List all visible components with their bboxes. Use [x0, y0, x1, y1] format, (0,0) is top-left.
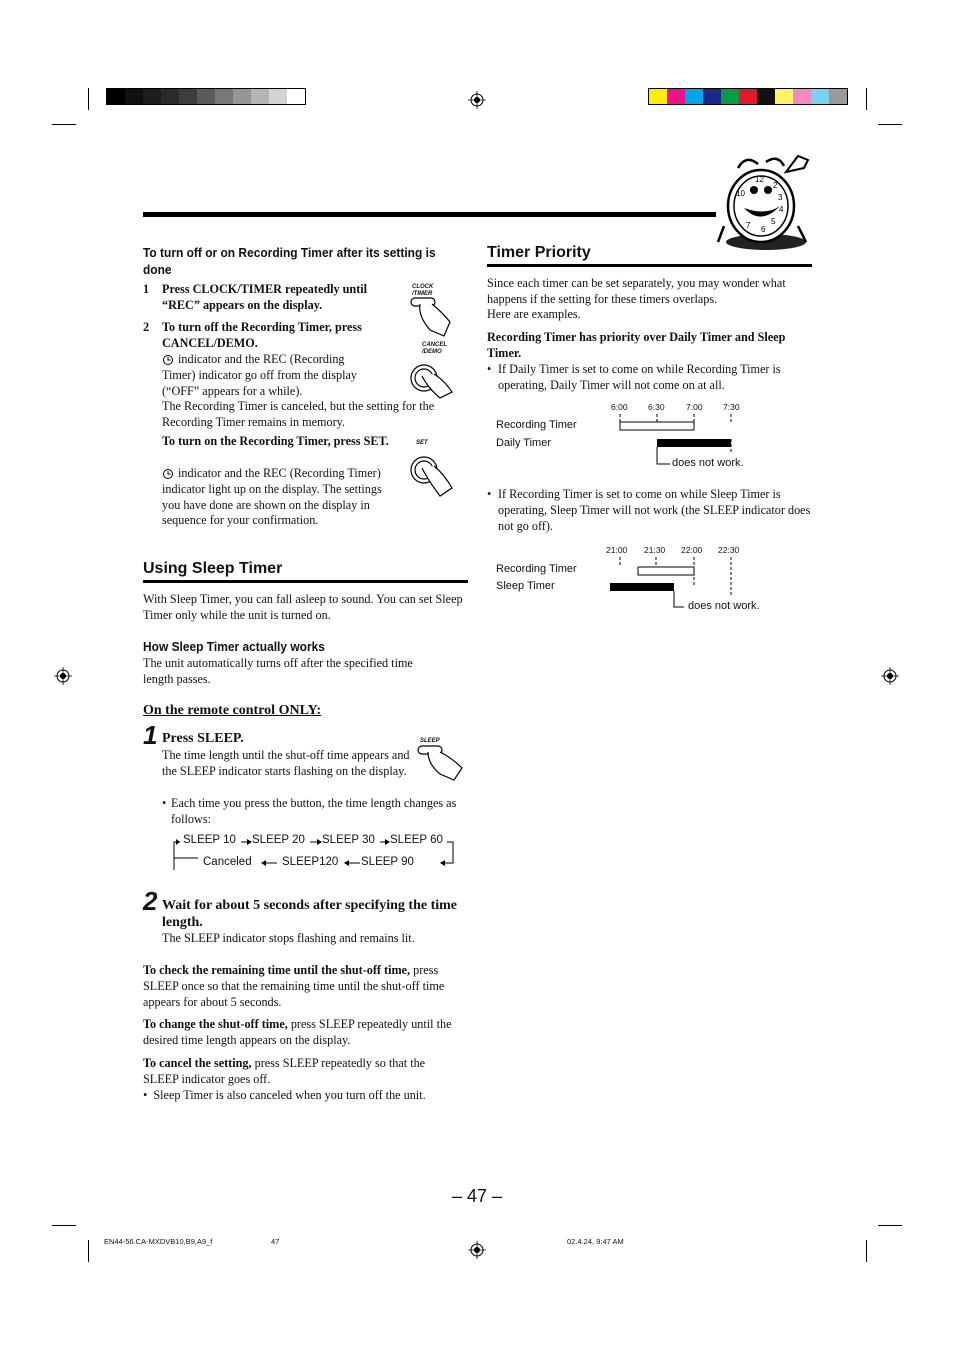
registration-target-icon	[54, 667, 72, 685]
diagram-row-label: Recording Timer	[496, 419, 577, 431]
registration-target-icon	[881, 667, 899, 685]
priority-bullet1: • If Daily Timer is set to come on while Recording Timer is operating, Daily Timer will not come on at all.	[487, 362, 812, 394]
sleep-seq-item: SLEEP 60	[390, 834, 443, 846]
step-number: 2	[143, 320, 150, 334]
sleep-seq-item: SLEEP 90	[361, 856, 414, 868]
step2-body: The SLEEP indicator stops flashing and remains lit.	[162, 931, 415, 945]
sleep-intro: With Sleep Timer, you can fall asleep to sound. You can set Sleep Timer only while the unit is turned on.	[143, 592, 463, 622]
cancel-rest: press SLEEP repeatedly so that the SLEEP indicator goes off.	[143, 1056, 426, 1086]
color-registration-strip	[648, 88, 848, 105]
priority-bullet2-text: If Recording Timer is set to come on while Sleep Timer is operating, Sleep Timer will not work (the SLEEP indicator does not go off).	[498, 487, 811, 533]
color-swatch	[161, 89, 179, 104]
diagram-note: does not work.	[672, 457, 744, 469]
sleep-seq-item: SLEEP 20	[252, 834, 305, 846]
page-number: – 47 –	[452, 1186, 503, 1206]
heading-underline	[487, 264, 812, 267]
sleep-button[interactable]	[414, 736, 464, 782]
crop-mark	[866, 1240, 867, 1262]
color-swatch	[233, 89, 251, 104]
registration-target-icon	[468, 91, 486, 109]
cancel-demo-button-label: CANCEL /DEMO	[422, 342, 447, 355]
color-swatch	[197, 89, 215, 104]
color-swatch	[721, 89, 739, 104]
clock-timer-button-label: CLOCK /TIMER	[412, 284, 434, 297]
change-bold: To change the shut-off time,	[143, 1017, 288, 1031]
svg-text:3: 3	[778, 193, 783, 202]
sleep-seq-item: SLEEP120	[282, 856, 339, 868]
crop-mark	[52, 1225, 76, 1226]
color-swatch	[287, 89, 305, 104]
step2-body-a: indicator and the REC (Recording Timer) indicator go off from the display (“OFF” appears for a while).	[162, 352, 357, 398]
step-number: 1	[143, 720, 158, 750]
sleep-button-label: SLEEP	[420, 738, 440, 744]
step1-bullet-text: Each time you press the button, the time length changes as follows:	[171, 796, 457, 826]
diagram-tick-label: 6:30	[648, 402, 665, 412]
cancel-setting	[143, 1056, 463, 1088]
step-number: 1	[143, 282, 150, 296]
step2-title: Wait for about 5 seconds after specifying the time length.	[162, 898, 458, 930]
step1-body: The time length until the shut-off time appears and the SLEEP indicator starts flashing on the display.	[162, 748, 410, 778]
step1-text: Press CLOCK/TIMER repeatedly until “REC” appears on the display.	[162, 282, 368, 312]
color-swatch	[793, 89, 811, 104]
step1-bullet: • Each time you press the button, the time length changes as follows:	[162, 796, 467, 828]
color-swatch	[685, 89, 703, 104]
check-remaining	[143, 963, 469, 1010]
check-rest: press SLEEP once so that the remaining time until the shut-off time appears for about 5 seconds.	[143, 963, 445, 1009]
cancel-bold: To cancel the setting,	[143, 1056, 252, 1070]
remote-only: On the remote control ONLY:	[143, 703, 322, 718]
crop-mark	[88, 88, 89, 110]
priority-heading: Timer Priority	[487, 244, 591, 261]
change-rest: press SLEEP repeatedly until the desired time length appears on the display.	[143, 1017, 452, 1047]
color-swatch	[829, 89, 847, 104]
priority-intro: Since each timer can be set separately, you may wonder what happens if the setting for these timers overlaps.	[487, 276, 786, 306]
crop-mark	[866, 88, 867, 110]
sleep-seq-item: SLEEP 30	[322, 834, 375, 846]
step2-body-b: The Recording Timer is canceled, but the setting for the Recording Timer remains in memory.	[162, 399, 435, 429]
step2-bold: To turn off the Recording Timer, press CANCEL/DEMO.	[162, 320, 362, 350]
diagram-tick-label: 6:00	[611, 402, 628, 412]
gray-registration-strip	[106, 88, 306, 105]
priority-intro2: Here are examples.	[487, 307, 581, 321]
color-swatch	[215, 89, 233, 104]
check-bold: To check the remaining time until the shut-off time,	[143, 963, 411, 977]
diagram-row-label: Recording Timer	[496, 563, 577, 575]
color-swatch	[739, 89, 757, 104]
registration-target-icon	[468, 1241, 486, 1259]
color-swatch	[649, 89, 667, 104]
svg-text:12: 12	[755, 175, 764, 184]
change-time	[143, 1017, 463, 1049]
color-swatch	[143, 89, 161, 104]
svg-text:5: 5	[771, 217, 776, 226]
alarm-clock-mascot-icon	[716, 146, 816, 254]
svg-text:4: 4	[779, 205, 784, 214]
priority-bold: Recording Timer has priority over Daily Timer and Sleep Timer.	[487, 330, 786, 360]
diagram-tick-label: 21:00	[606, 545, 628, 555]
sleep-seq-item: Canceled	[203, 856, 252, 868]
diagram-tick-label: 22:00	[681, 545, 703, 555]
header-rule	[143, 212, 716, 217]
diagram-tick-label: 7:00	[686, 402, 703, 412]
footer-page: 47	[271, 1237, 280, 1246]
step-number: 2	[143, 886, 158, 916]
color-swatch	[703, 89, 721, 104]
sleep-heading: Using Sleep Timer	[143, 560, 283, 577]
step1-title: Press SLEEP.	[162, 731, 244, 746]
priority-bullet1-text: If Daily Timer is set to come on while Recording Timer is operating, Daily Timer will not come on at all.	[498, 362, 781, 392]
footer-file: EN44-56.CA-MXDVB10,B9,A9_f	[104, 1237, 213, 1246]
turn-on-body: indicator and the REC (Recording Timer) indicator light up on the display. The settings you have done are shown on the display in sequence for your confirmation.	[162, 466, 382, 528]
diagram-tick-label: 21:30	[644, 545, 666, 555]
how-body: The unit automatically turns off after the specified time length passes.	[143, 656, 413, 686]
heading-underline	[143, 580, 468, 583]
color-swatch	[667, 89, 685, 104]
svg-text:2: 2	[773, 181, 778, 190]
svg-text:7: 7	[746, 221, 751, 230]
sleep-seq-item: SLEEP 10	[183, 834, 236, 846]
diagram-note: does not work.	[688, 600, 760, 612]
svg-text:6: 6	[761, 225, 766, 234]
crop-mark	[52, 124, 76, 125]
color-swatch	[125, 89, 143, 104]
color-swatch	[811, 89, 829, 104]
crop-mark	[878, 124, 902, 125]
color-swatch	[757, 89, 775, 104]
clock-timer-button[interactable]	[408, 284, 452, 340]
set-button[interactable]	[404, 440, 454, 500]
color-swatch	[107, 89, 125, 104]
recording-off-title: To turn off or on Recording Timer after its setting is done	[143, 245, 436, 277]
color-swatch	[179, 89, 197, 104]
turn-on-bold: To turn on the Recording Timer, press SET.	[162, 434, 389, 448]
cancel-bullet-text: Sleep Timer is also canceled when you turn off the unit.	[153, 1088, 426, 1102]
crop-mark	[878, 1225, 902, 1226]
diagram-row-label: Daily Timer	[496, 437, 552, 449]
priority-bullet2: • If Recording Timer is set to come on while Sleep Timer is operating, Sleep Timer will not work (the SLEEP indicator does not go off).	[487, 487, 811, 533]
diagram-row-label: Sleep Timer	[496, 580, 555, 592]
cancel-demo-button[interactable]	[404, 340, 454, 400]
diagram-tick-label: 7:30	[723, 402, 740, 412]
svg-text:10: 10	[736, 189, 745, 198]
crop-mark	[88, 1240, 89, 1262]
color-swatch	[775, 89, 793, 104]
footer-date: 02.4.24, 9:47 AM	[567, 1237, 624, 1246]
how-heading: How Sleep Timer actually works	[143, 639, 325, 654]
set-button-label: SET	[416, 440, 428, 446]
color-swatch	[269, 89, 287, 104]
color-swatch	[251, 89, 269, 104]
diagram-tick-label: 22:30	[718, 545, 740, 555]
cancel-bullet: • Sleep Timer is also canceled when you turn off the unit.	[143, 1088, 426, 1102]
